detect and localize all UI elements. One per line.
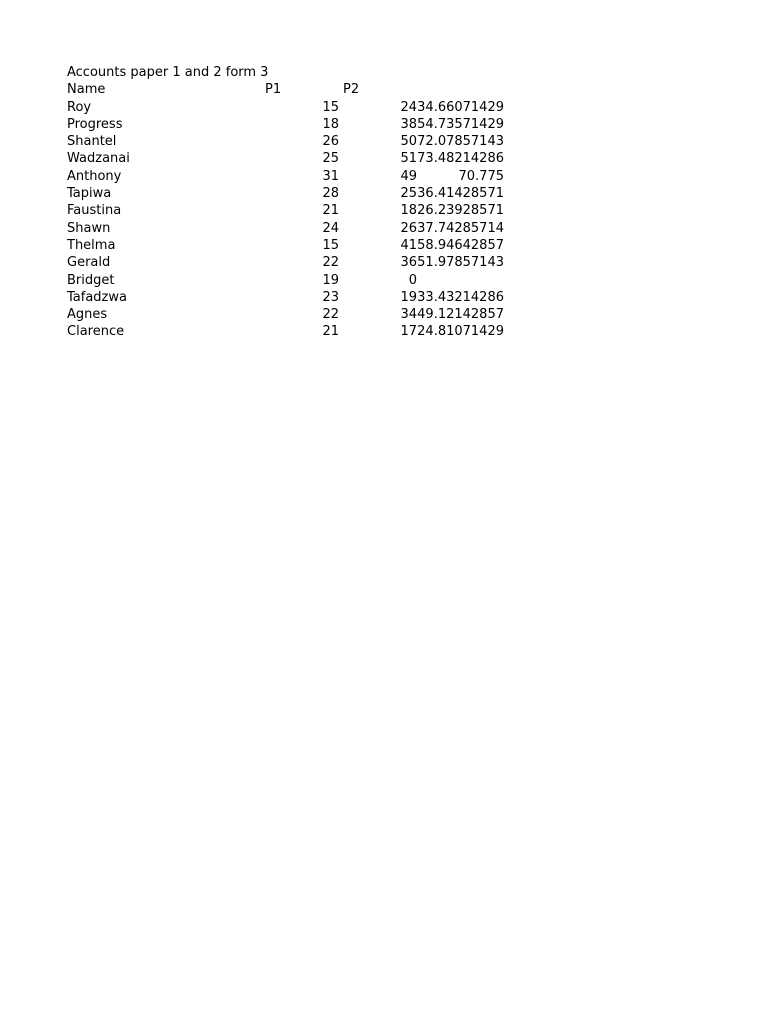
table-row — [67, 289, 527, 306]
table-row — [67, 99, 527, 116]
cell-percentage: 70.775 — [458, 168, 504, 184]
cell-p2: 0 — [408, 272, 417, 288]
cell-percentage: 51.97857143 — [417, 255, 504, 271]
cell-p1: 21 — [322, 324, 339, 340]
header-p1: P1 — [265, 82, 282, 98]
cell-name: Shawn — [67, 220, 111, 236]
cell-percentage: 33.43214286 — [417, 289, 504, 305]
cell-name: Wadzanai — [67, 151, 130, 167]
cell-p2: 49 — [400, 168, 417, 184]
table-row — [67, 254, 527, 271]
cell-p1: 26 — [322, 134, 339, 150]
cell-percentage: 73.48214286 — [417, 151, 504, 167]
cell-p2: 38 — [400, 116, 417, 132]
cell-name: Progress — [67, 116, 123, 132]
cell-percentage: 36.41428571 — [417, 186, 504, 202]
cell-percentage: 58.94642857 — [417, 237, 504, 253]
cell-name: Roy — [67, 99, 92, 115]
cell-name: Thelma — [67, 237, 116, 253]
cell-name: Bridget — [67, 272, 115, 288]
table-row — [67, 116, 527, 133]
cell-p1: 24 — [322, 220, 339, 236]
cell-p2: 18 — [400, 203, 417, 219]
cell-p2: 41 — [400, 237, 417, 253]
cell-p1: 19 — [322, 272, 339, 288]
cell-percentage: 24.81071429 — [417, 324, 504, 340]
cell-percentage: 37.74285714 — [417, 220, 504, 236]
cell-name: Anthony — [67, 168, 122, 184]
cell-p2: 17 — [400, 324, 417, 340]
cell-p2: 34 — [400, 307, 417, 323]
table-row — [67, 323, 527, 340]
cell-percentage: 34.66071429 — [417, 99, 504, 115]
cell-p1: 15 — [322, 237, 339, 253]
cell-name: Tafadzwa — [67, 289, 127, 305]
cell-p2: 51 — [400, 151, 417, 167]
header-row — [67, 81, 527, 98]
cell-p2: 50 — [400, 134, 417, 150]
table-row — [67, 150, 527, 167]
cell-name: Agnes — [67, 307, 108, 323]
table-row — [67, 185, 527, 202]
cell-p2: 36 — [400, 255, 417, 271]
table-row — [67, 202, 527, 219]
cell-name: Gerald — [67, 255, 111, 271]
cell-name: Tapiwa — [67, 186, 112, 202]
cell-p1: 22 — [322, 307, 339, 323]
cell-p1: 23 — [322, 289, 339, 305]
table-row — [67, 168, 527, 185]
header-p2: P2 — [343, 82, 360, 98]
cell-p1: 15 — [322, 99, 339, 115]
table-row — [67, 133, 527, 150]
table-row — [67, 237, 527, 254]
cell-p1: 18 — [322, 116, 339, 132]
cell-p2: 26 — [400, 220, 417, 236]
cell-percentage: 72.07857143 — [417, 134, 504, 150]
table-row — [67, 306, 527, 323]
cell-p2: 25 — [400, 186, 417, 202]
cell-p2: 19 — [400, 289, 417, 305]
cell-name: Shantel — [67, 134, 117, 150]
cell-percentage: 26.23928571 — [417, 203, 504, 219]
cell-name: Faustina — [67, 203, 122, 219]
cell-p2: 24 — [400, 99, 417, 115]
cell-p1: 22 — [322, 255, 339, 271]
cell-p1: 25 — [322, 151, 339, 167]
cell-name: Clarence — [67, 324, 125, 340]
table-row — [67, 220, 527, 237]
cell-p1: 21 — [322, 203, 339, 219]
header-name: Name — [67, 82, 106, 98]
cell-percentage: 49.12142857 — [417, 307, 504, 323]
sheet-title: Accounts paper 1 and 2 form 3 — [67, 65, 269, 80]
cell-p1: 28 — [322, 186, 339, 202]
cell-p1: 31 — [322, 168, 339, 184]
spreadsheet — [67, 64, 527, 341]
table-row — [67, 272, 527, 289]
cell-percentage: 54.73571429 — [417, 116, 504, 132]
